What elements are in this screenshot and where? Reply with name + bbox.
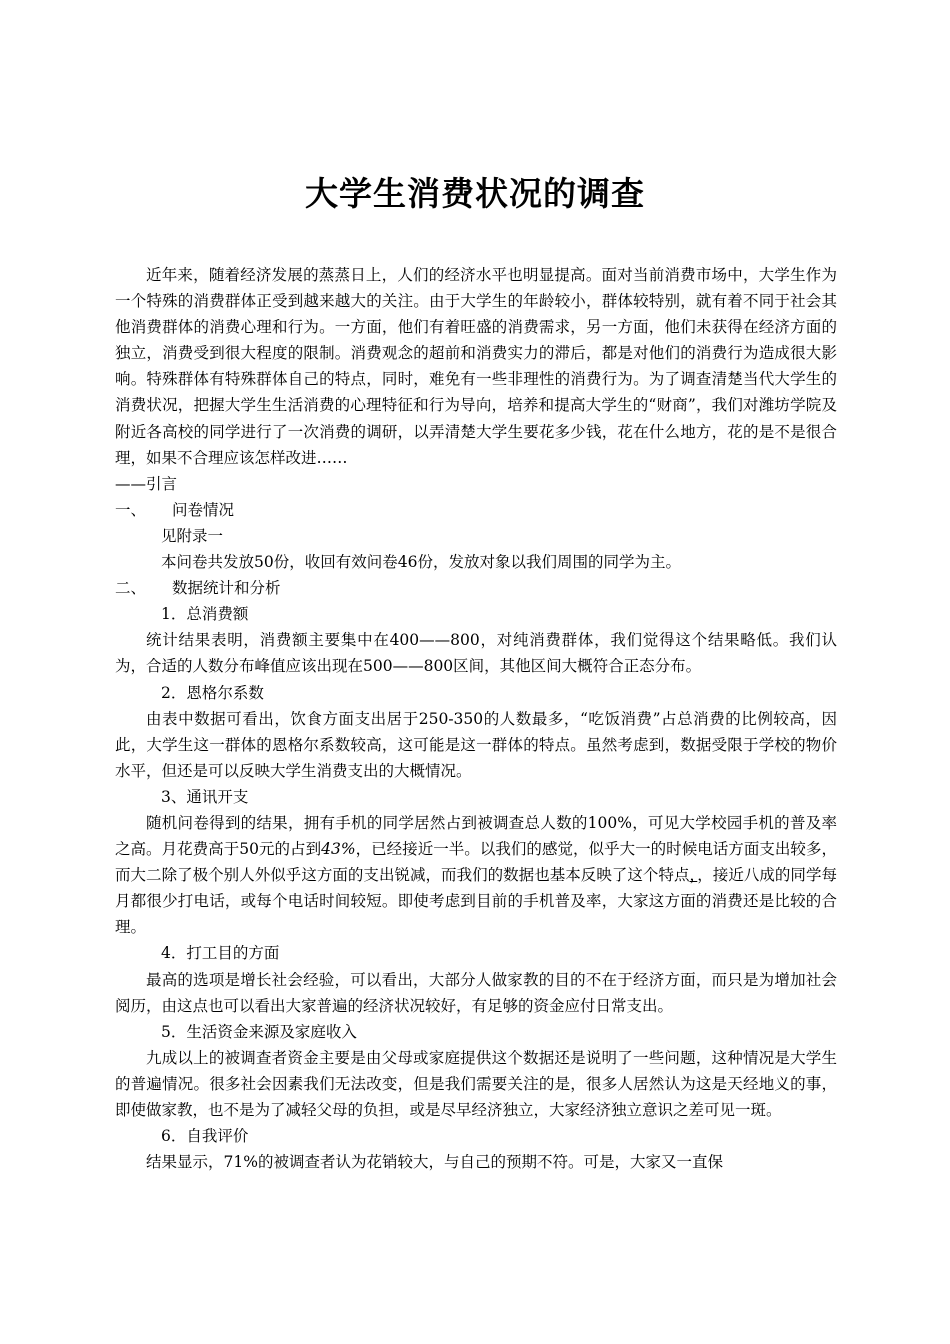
section-title-2: 数据统计和分析 — [172, 579, 281, 598]
subsection-text-3-part-a: 随机问卷得到的结果，拥有手机的同学居然占到被调查总人数的100%，可见大学校园手机的普及率之高。月花费高于50元的占到 — [115, 813, 837, 859]
subsection-text-1: 统计结果表明，消费额主要集中在400——800，对纯消费群体，我们觉得这个结果略低。我们认为，合适的人数分布峰值应该出现在500——800区间，其他区间大概符合正态分布。 — [115, 631, 837, 676]
subsection-title-2: 2．恩格尔系数 — [161, 683, 264, 702]
section-number-2: 二、 — [115, 579, 147, 598]
subsection-text-3-part-b: ，已经接近一半。以我们的感觉，似乎大一的时候电话方面支出较多，而大二除了极个别人外似乎这方面的支出锐减，而我们的数据也基本反映了这个特点 — [115, 840, 837, 885]
document-title: 大学生消费状况的调查 — [305, 174, 645, 213]
subsection-text-3 — [115, 810, 837, 940]
subsection-title-5: 5．生活资金来源及家庭收入 — [161, 1022, 357, 1041]
section1-line-2: 本问卷共发放50份，收回有效问卷46份，发放对象以我们周围的同学为主。 — [161, 553, 681, 572]
subsection-text-3-part-c: ，接近八成的同学每月都很少打电话，或每个电话时间较短。即使考虑到目前的手机普及率，大家这方面的消费还是比较的合理。 — [115, 866, 837, 937]
subsection-title-6: 6．自我评价 — [161, 1127, 249, 1146]
subsection-text-2: 由表中数据可看出，饮食方面支出居于250-350的人数最多，“吃饭消费”占总消费的比例较高，因此，大学生这一群体的恩格尔系数较高，这可能是这一群体的特点。虽然考虑到，数据受限于学校的物价水平，但还是可以反映大学生消费支出的大概情况。 — [115, 709, 837, 780]
intro-attribution: ——引言 — [115, 474, 178, 493]
section1-line-1: 见附录一 — [161, 526, 224, 545]
section-number-1: 一、 — [115, 500, 147, 519]
subsection-title-1: 1．总消费额 — [161, 605, 249, 624]
section-title-1: 问卷情况 — [172, 500, 235, 519]
subsection-title-4: 4．打工目的方面 — [161, 944, 280, 963]
percent-43: 43% — [321, 840, 356, 859]
subsection-title-3: 3、通讯开支 — [161, 787, 249, 806]
section-heading-1 — [115, 497, 837, 523]
section-heading-2 — [115, 575, 837, 601]
subsection-text-4: 最高的选项是增长社会经验，可以看出，大部分人做家教的目的不在于经济方面，而只是为增加社会阅历，由这点也可以看出大家普遍的经济状况较好，有足够的资金应付日常支出。 — [115, 970, 837, 1015]
subsection-text-6: 结果显示，71%的被调查者认为花销较大，与自己的预期不符。可是，大家又一直保 — [146, 1153, 723, 1172]
intro-paragraph: 近年来，随着经济发展的蒸蒸日上，人们的经济水平也明显提高。面对当前消费市场中，大学生作为一个特殊的消费群体正受到越来越大的关注。由于大学生的年龄较小，群体较特别，就有着不同于社会其他消费群体的消费心理和行为。一方面，他们有着旺盛的消费需求，另一方面，他们未获得在经济方面的独立，消费受到很大程度的限制。消费观念的超前和消费实力的滞后，都是对他们的消费行为造成很大影响。特殊群体有特殊群体自己的特点，同时，难免有一些非理性的消费行为。为了调查清楚当代大学生的消费状况，把握大学生生活消费的心理特征和行为导向，培养和提高大学生的“财商”，我们对潍坊学院及附近各高校的同学进行了一次消费的调研，以弄清楚大学生要花多少钱，花在什么地方，花的是不是很合理，如果不合理应该怎样改进…… — [115, 266, 837, 467]
document-body — [115, 262, 837, 1175]
subsection-text-5: 九成以上的被调查者资金主要是由父母或家庭提供这个数据还是说明了一些问题，这种情况是大学生的普遍情况。很多社会因素我们无法改变，但是我们需要关注的是，很多人居然认为这是天经地义的事，即使做家教，也不是为了减轻父母的负担，或是尽早经济独立，大家经济独立意识之差可见一斑。 — [115, 1048, 837, 1119]
underlined-comma: ， — [689, 866, 698, 885]
